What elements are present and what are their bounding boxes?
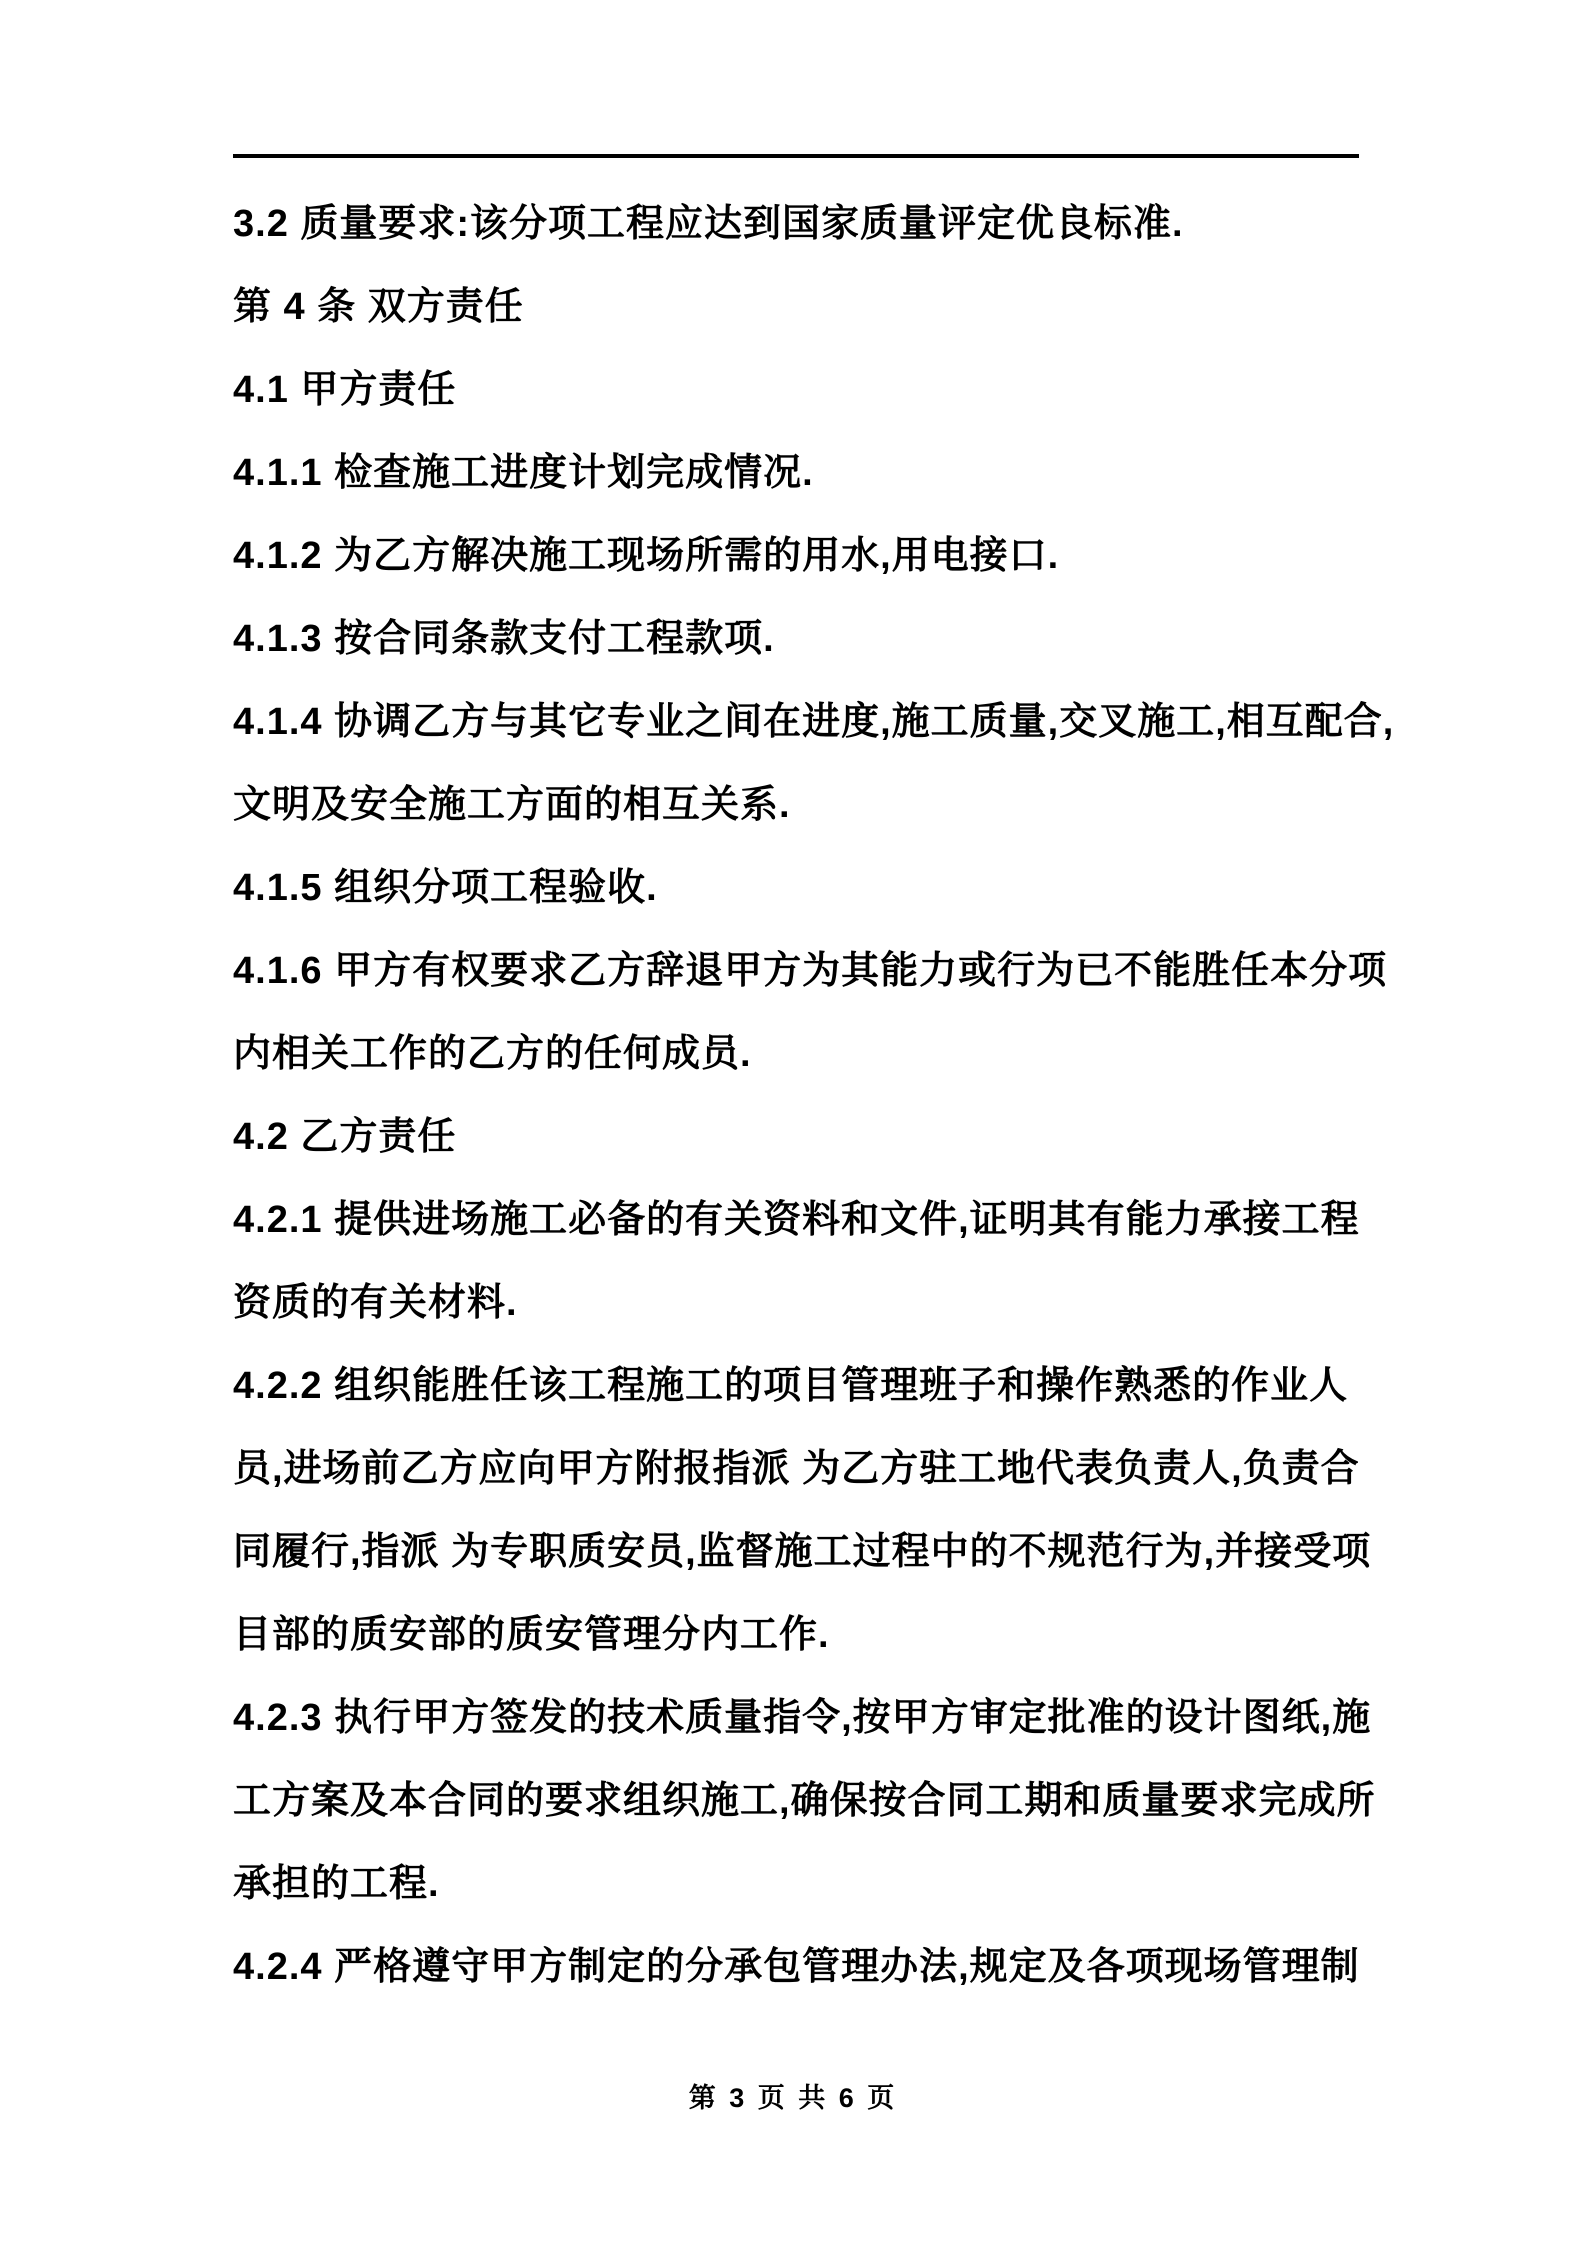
text-line: 资质的有关材料. xyxy=(233,1282,518,1324)
text-line: 4.2 乙方责任 xyxy=(233,1116,457,1158)
text-line: 第 4 条 双方责任 xyxy=(233,286,524,328)
page-number-footer: 第 3 页 共 6 页 xyxy=(688,2083,898,2113)
text-line: 同履行,指派 为专职质安员,监督施工过程中的不规范行为,并接受项 xyxy=(233,1531,1372,1573)
text-line: 4.1.5 组织分项工程验收. xyxy=(233,867,658,909)
text-line: 4.1 甲方责任 xyxy=(233,369,457,411)
text-line: 3.2 质量要求:该分项工程应达到国家质量评定优良标准. xyxy=(233,203,1184,245)
text-line: 4.1.3 按合同条款支付工程款项. xyxy=(233,618,775,660)
text-line: 4.2.2 组织能胜任该工程施工的项目管理班子和操作熟悉的作业人 xyxy=(233,1365,1349,1407)
text-line: 目部的质安部的质安管理分内工作. xyxy=(233,1614,830,1656)
text-line: 4.2.3 执行甲方签发的技术质量指令,按甲方审定批准的设计图纸,施 xyxy=(233,1697,1372,1739)
text-line: 4.1.2 为乙方解决施工现场所需的用水,用电接口. xyxy=(233,535,1060,577)
text-line: 内相关工作的乙方的任何成员. xyxy=(233,1033,752,1075)
text-line: 承担的工程. xyxy=(233,1863,440,1905)
text-line: 员,进场前乙方应向甲方附报指派 为乙方驻工地代表负责人,负责合 xyxy=(233,1448,1360,1490)
text-line: 4.2.1 提供进场施工必备的有关资料和文件,证明其有能力承接工程 xyxy=(233,1199,1360,1241)
text-line: 4.1.4 协调乙方与其它专业之间在进度,施工质量,交叉施工,相互配合, xyxy=(233,701,1395,743)
text-line: 4.1.6 甲方有权要求乙方辞退甲方为其能力或行为已不能胜任本分项 xyxy=(233,950,1388,992)
text-line: 文明及安全施工方面的相互关系. xyxy=(233,784,791,826)
text-line: 工方案及本合同的要求组织施工,确保按合同工期和质量要求完成所 xyxy=(233,1780,1376,1822)
text-line: 4.1.1 检查施工进度计划完成情况. xyxy=(233,452,814,494)
header-rule xyxy=(233,154,1359,158)
text-line: 4.2.4 严格遵守甲方制定的分承包管理办法,规定及各项现场管理制 xyxy=(233,1946,1360,1988)
contract-body xyxy=(233,183,1395,2009)
